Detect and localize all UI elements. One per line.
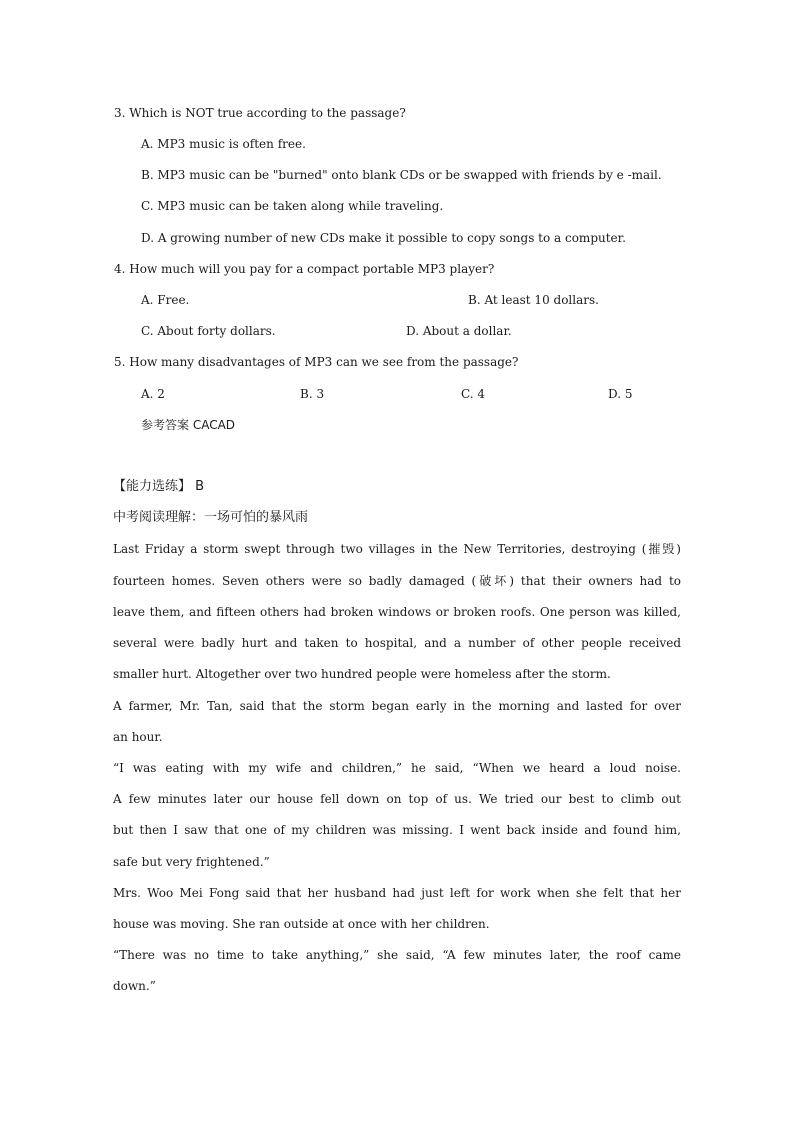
passage-line: house was moving. She ran outside at once with her children.: [113, 917, 490, 931]
passage-line: leave them, and fifteen others had broken windows or broken roofs. One person was killed,: [113, 605, 681, 619]
section-subtitle: 中考阅读理解：一场可怕的暴风雨: [113, 510, 309, 525]
question-4-option-d: D. About a dollar.: [406, 324, 512, 338]
passage-line: “I was eating with my wife and children,” he said, “When we heard a loud noise.: [113, 761, 681, 775]
passage-line: Last Friday a storm swept through two villages in the New Territories, destroying (摧毁): [113, 542, 681, 556]
question-3-option-a: A. MP3 music is often free.: [141, 137, 306, 151]
question-5-option-d: D. 5: [608, 387, 633, 401]
question-3-option-b: B. MP3 music can be "burned" onto blank CDs or be swapped with friends by e -mail.: [141, 168, 662, 182]
question-5-option-a: A. 2: [141, 387, 165, 401]
question-5-option-b: B. 3: [300, 387, 325, 401]
passage-line: smaller hurt. Altogether over two hundred people were homeless after the storm.: [113, 667, 611, 681]
passage-line: Mrs. Woo Mei Fong said that her husband had just left for work when she felt that her: [113, 886, 681, 900]
question-5-option-c: C. 4: [461, 387, 486, 401]
passage-line: fourteen homes. Seven others were so badly damaged (破坏) that their owners had to: [113, 574, 681, 588]
question-4-option-c: C. About forty dollars.: [141, 324, 276, 338]
passage-line: an hour.: [113, 730, 163, 744]
passage-line: “There was no time to take anything,” she said, “A few minutes later, the roof came: [113, 948, 681, 962]
passage-line: down.”: [113, 979, 156, 993]
question-3-option-d: D. A growing number of new CDs make it possible to copy songs to a computer.: [141, 231, 626, 245]
question-4-option-a: A. Free.: [141, 293, 190, 307]
passage-line: but then I saw that one of my children was missing. I went back inside and found him,: [113, 823, 681, 837]
section-heading: 【能力选练】 B: [113, 479, 205, 494]
question-4-stem: 4. How much will you pay for a compact portable MP3 player?: [114, 262, 495, 276]
answer-key: 参考答案 CACAD: [141, 418, 236, 432]
question-3-option-c: C. MP3 music can be taken along while traveling.: [141, 199, 444, 213]
question-4-option-b: B. At least 10 dollars.: [468, 293, 599, 307]
passage-line: safe but very frightened.”: [113, 855, 270, 869]
passage-line: several were badly hurt and taken to hospital, and a number of other people received: [113, 636, 681, 650]
question-3-stem: 3. Which is NOT true according to the passage?: [114, 106, 406, 120]
passage-line: A few minutes later our house fell down on top of us. We tried our best to climb out: [113, 792, 681, 806]
passage-line: A farmer, Mr. Tan, said that the storm began early in the morning and lasted for over: [113, 699, 681, 713]
question-5-stem: 5. How many disadvantages of MP3 can we see from the passage?: [114, 355, 519, 369]
